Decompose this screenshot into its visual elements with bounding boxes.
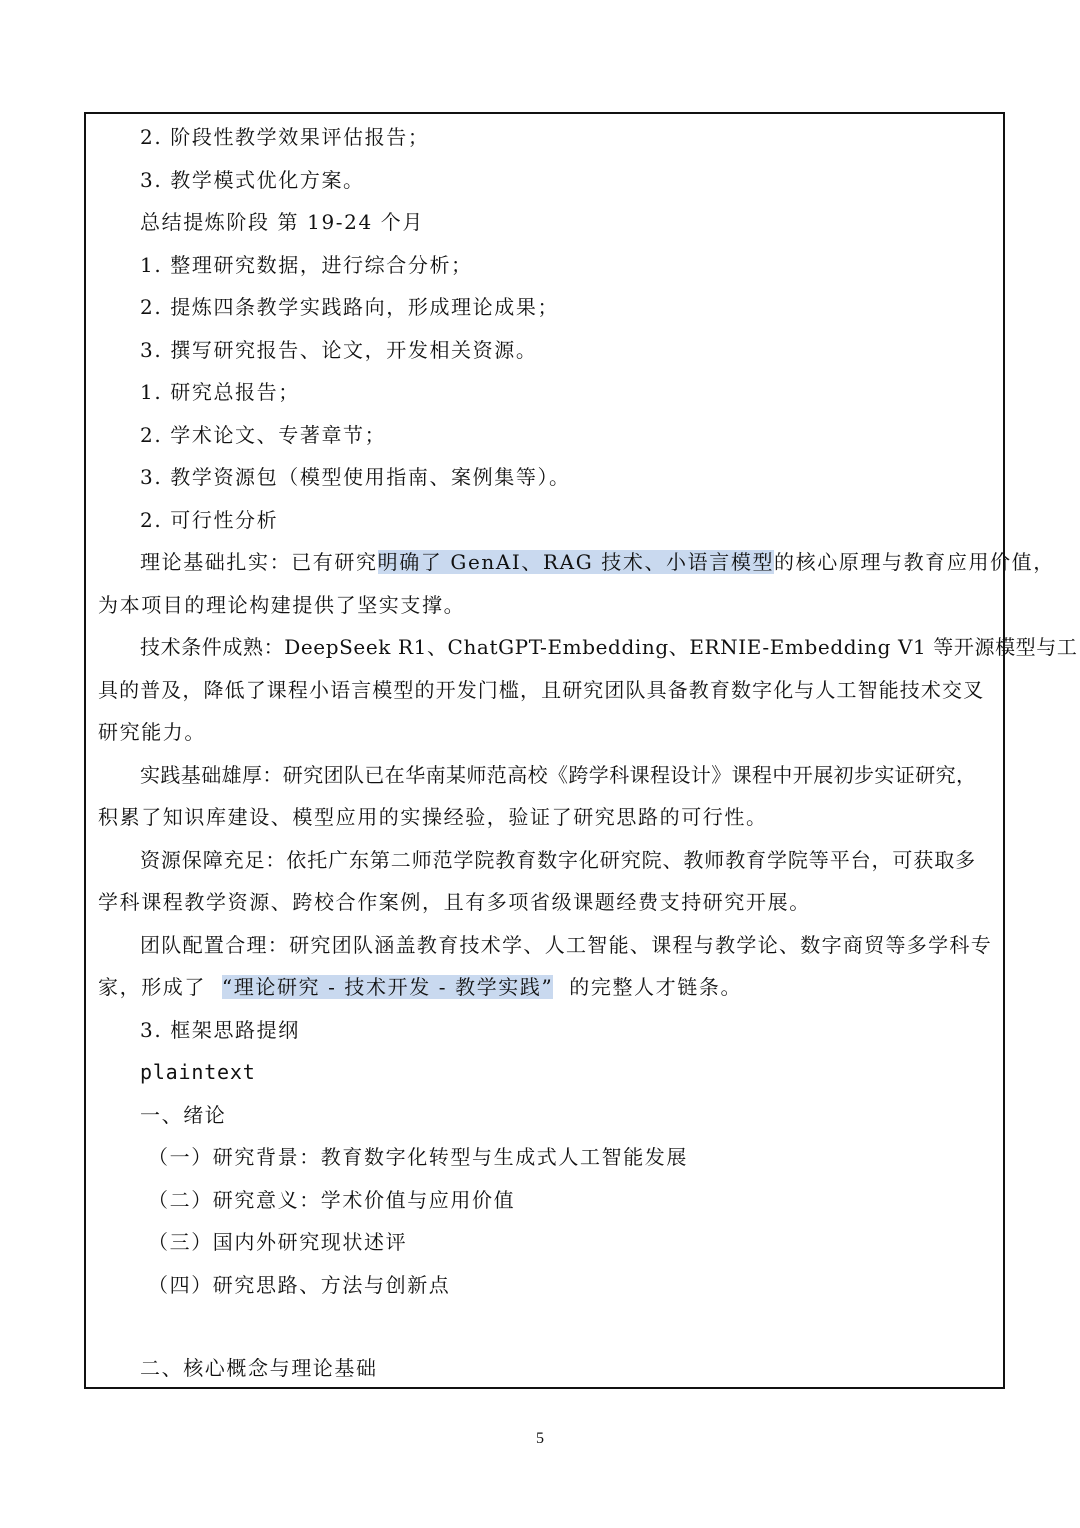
outline-item: （四）研究思路、方法与创新点: [148, 1273, 451, 1297]
paragraph-line: 资源保障充足：依托广东第二师范学院教育数字化研究院、教师教育学院等平台，可获取多: [140, 848, 976, 872]
outline-heading: 二、核心概念与理论基础: [140, 1356, 378, 1380]
paragraph-line: [98, 541, 1055, 583]
page-number: 5: [536, 1430, 544, 1447]
stage-heading: 总结提炼阶段 第 19-24 个月: [140, 210, 424, 234]
highlighted-text: 明确了 GenAI、RAG 技术、小语言模型: [377, 550, 775, 574]
outline-item: （三）国内外研究现状述评: [148, 1230, 408, 1254]
highlighted-text: “理论研究 - 技术开发 - 教学实践”: [221, 975, 554, 999]
paragraph-line: 具的普及，降低了课程小语言模型的开发门槛，且研究团队具备教育数字化与人工智能技术交叉: [98, 678, 985, 702]
paragraph-line: 技术条件成熟：DeepSeek R1、ChatGPT-Embedding、ERNIE-Embedding V1 等开源模型与工: [140, 635, 1078, 659]
list-item: 2. 提炼四条教学实践路向，形成理论成果；: [140, 295, 560, 319]
text-span: 的完整人才链条。: [569, 975, 743, 999]
list-item: 2. 阶段性教学效果评估报告；: [140, 125, 430, 149]
code-label: plaintext: [140, 1060, 256, 1084]
paragraph-line: 学科课程教学资源、跨校合作案例，且有多项省级课题经费支持研究开展。: [98, 890, 811, 914]
list-item: 3. 撰写研究报告、论文，开发相关资源。: [140, 338, 538, 362]
list-item: 1. 整理研究数据，进行综合分析；: [140, 253, 473, 277]
outline-item: （二）研究意义：学术价值与应用价值: [148, 1188, 516, 1212]
list-item: 3. 教学资源包（模型使用指南、案例集等）。: [140, 465, 571, 489]
text-span: 理论基础扎实：已有研究: [140, 550, 378, 574]
outline-item: （一）研究背景：教育数字化转型与生成式人工智能发展: [148, 1145, 688, 1169]
paragraph-line: [98, 966, 994, 1008]
section-heading: 3. 框架思路提纲: [140, 1018, 300, 1042]
list-item: 2. 学术论文、专著章节；: [140, 423, 387, 447]
paragraph-line: 研究能力。: [98, 720, 206, 744]
table-frame: [84, 112, 1078, 1389]
outline-heading: 一、绪论: [140, 1103, 227, 1127]
text-span: 家，形成了: [98, 975, 206, 999]
paragraph-line: 为本项目的理论构建提供了坚实支撑。: [98, 593, 466, 617]
paragraph-line: 积累了知识库建设、模型应用的实操经验，验证了研究思路的可行性。: [98, 805, 768, 829]
paragraph-line: 团队配置合理：研究团队涵盖教育技术学、人工智能、课程与教学论、数字商贸等多学科专: [140, 933, 992, 957]
paragraph-line: 实践基础雄厚：研究团队已在华南某师范高校《跨学科课程设计》课程中开展初步实证研究，: [140, 763, 977, 787]
text-span: 的核心原理与教育应用价值，: [774, 550, 1055, 574]
list-item: 3. 教学模式优化方案。: [140, 168, 365, 192]
section-heading: 2. 可行性分析: [140, 508, 279, 532]
list-item: 1. 研究总报告；: [140, 380, 300, 404]
